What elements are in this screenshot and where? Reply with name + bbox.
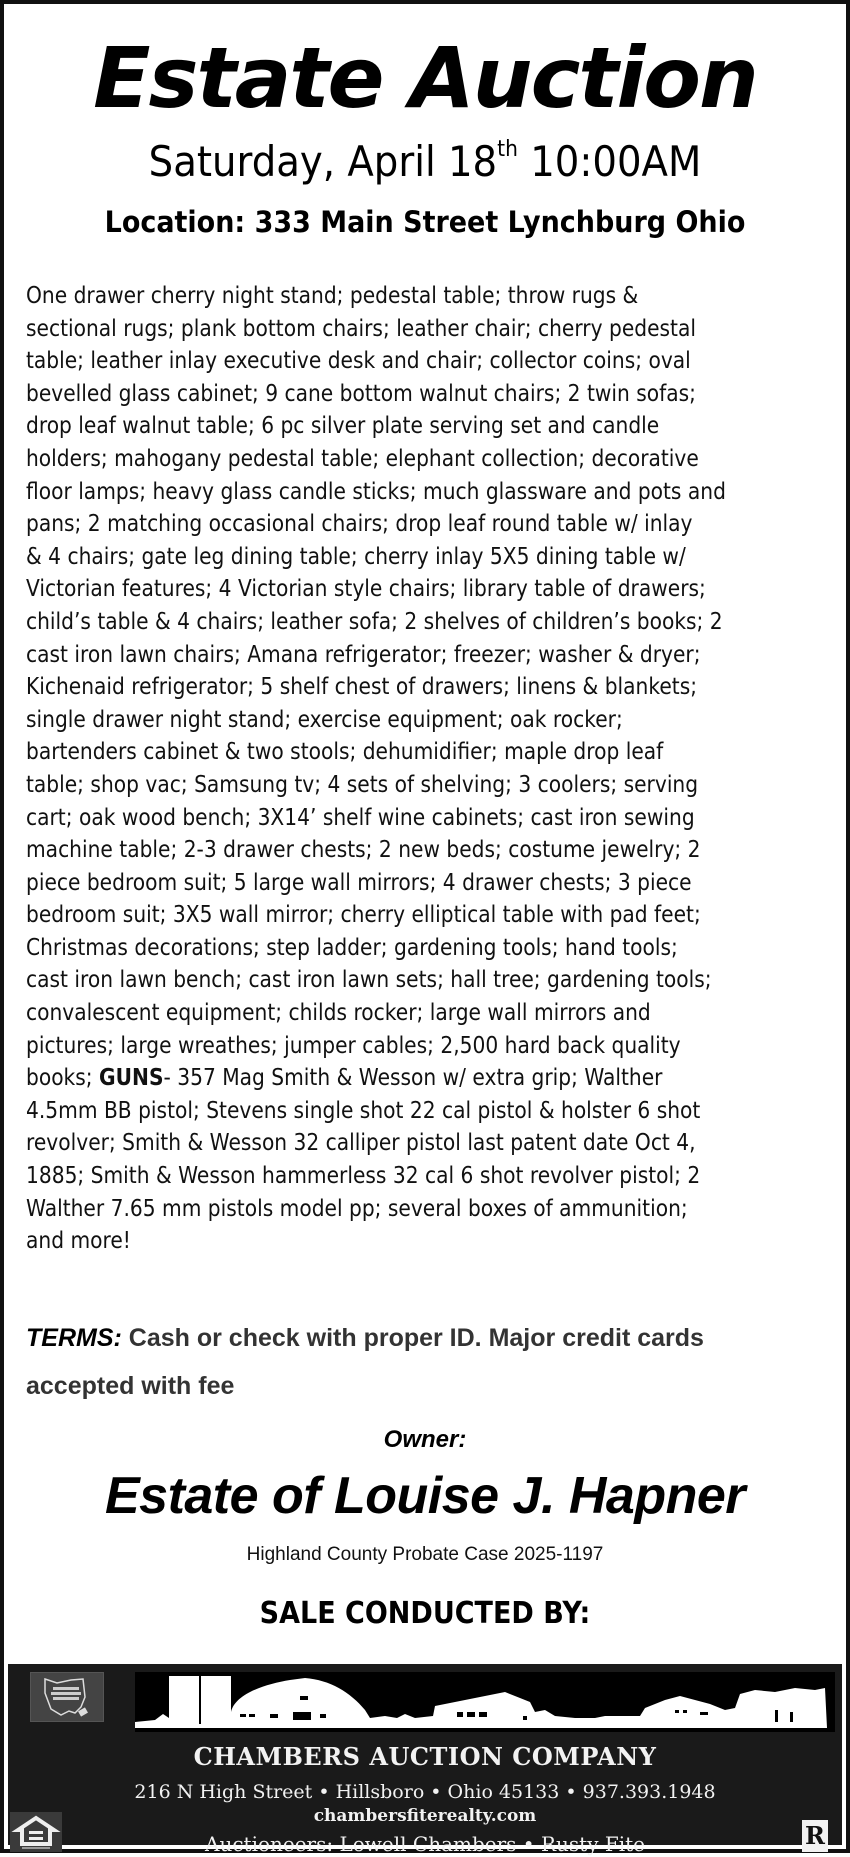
terms-text: Cash or check with proper ID. Major credit cards <box>121 1324 704 1352</box>
guns-rest: - 357 Mag Smith & Wesson w/ extra grip; Walther <box>163 1063 663 1092</box>
item-line: holders; mahogany pedestal table; elephant collection; decorative <box>26 443 699 472</box>
item-line: revolver; Smith & Wesson 32 calliper pistol last patent date Oct 4, <box>26 1128 696 1157</box>
item-line: pans; 2 matching occasional chairs; drop leaf round table w/ inlay <box>26 509 693 538</box>
item-line: piece bedroom suit; 5 large wall mirrors; 4 drawer chests; 3 piece <box>26 867 692 896</box>
guns-prefix: books; <box>26 1063 100 1092</box>
auction-location: Location: 333 Main Street Lynchburg Ohio <box>104 205 746 239</box>
ohio-auctioneers-association-icon <box>30 1672 104 1722</box>
item-line: Walther 7.65 mm pistols model pp; several boxes of ammunition; <box>26 1193 688 1222</box>
item-line: Kichenaid refrigerator; 5 shelf chest of drawers; linens & blankets; <box>26 672 698 701</box>
company-website-link[interactable]: chambersfiterealty.com <box>313 1806 537 1826</box>
item-line: sectional rugs; plank bottom chairs; leather chair; cherry pedestal <box>26 313 696 342</box>
item-line: table; leather inlay executive desk and chair; collector coins; oval <box>26 346 691 375</box>
auction-date-time <box>38 134 813 190</box>
item-line: machine table; 2-3 drawer chests; 2 new beds; costume jewelry; 2 <box>26 835 701 864</box>
company-address: 216 N High Street • Hillsboro • Ohio 45133 • 937.393.1948 <box>134 1781 716 1803</box>
terms <box>26 1314 850 1410</box>
terms-label: TERMS: <box>26 1324 122 1352</box>
item-line: One drawer cherry night stand; pedestal table; throw rugs & <box>26 281 639 309</box>
terms-line <box>26 1314 850 1362</box>
item-line: child’s table & 4 chairs; leather sofa; 2 shelves of children’s books; 2 <box>26 606 723 635</box>
sale-conducted-by-heading: SALE CONDUCTED BY: <box>259 1596 591 1631</box>
item-line: bedroom suit; 3X5 wall mirror; cherry elliptical table with pad feet; <box>26 900 701 929</box>
auctioneers: Auctioneers: Lowell Chambers • Rusty Fite <box>205 1832 645 1856</box>
item-line: & 4 chairs; gate leg dining table; cherry inlay 5X5 dining table w/ <box>26 541 686 570</box>
item-line: and more! <box>26 1226 131 1255</box>
date-ordinal-suffix: th <box>497 137 518 162</box>
item-line: floor lamps; heavy glass candle sticks; much glassware and pots and <box>26 476 726 505</box>
auction-company-footer <box>8 1664 842 1856</box>
item-line: cast iron lawn chairs; Amana refrigerator; freezer; washer & dryer; <box>26 639 701 668</box>
item-line: 1885; Smith & Wesson hammerless 32 cal 6 shot revolver pistol; 2 <box>26 1161 701 1190</box>
item-line: bartenders cabinet & two stools; dehumidifier; maple drop leaf <box>26 737 664 766</box>
equal-housing-opportunity-icon <box>10 1812 62 1852</box>
owner-name: Estate of Louise J. Hapner <box>104 1467 746 1525</box>
owner-label: Owner: <box>383 1426 467 1453</box>
auction-time: 10:00AM <box>517 137 702 186</box>
item-line: single drawer night stand; exercise equipment; oak rocker; <box>26 704 623 733</box>
auction-date: Saturday, April 18 <box>148 137 498 186</box>
item-line: Victorian features; 4 Victorian style chairs; library table of drawers; <box>26 574 706 603</box>
ad-title: Estate Auction <box>93 29 757 127</box>
realtor-icon: R <box>802 1820 828 1852</box>
item-line: table; shop vac; Samsung tv; 4 sets of shelving; 3 coolers; serving <box>26 769 699 798</box>
item-line: convalescent equipment; childs rocker; large wall mirrors and <box>26 998 651 1027</box>
item-line: cart; oak wood bench; 3X14’ shelf wine cabinets; cast iron sewing <box>26 802 695 831</box>
probate-case: Highland County Probate Case 2025-1197 <box>246 1544 604 1565</box>
item-line: Christmas decorations; step ladder; gardening tools; hand tools; <box>26 932 678 961</box>
company-name: CHAMBERS AUCTION COMPANY <box>193 1742 657 1771</box>
item-list <box>26 279 731 1257</box>
item-line-guns <box>26 1061 731 1094</box>
item-line: bevelled glass cabinet; 9 cane bottom walnut chairs; 2 twin sofas; <box>26 378 696 407</box>
item-line: pictures; large wreathes; jumper cables; 2,500 hard back quality <box>26 1030 681 1059</box>
item-line: 4.5mm BB pistol; Stevens single shot 22 cal pistol & holster 6 shot <box>26 1095 701 1124</box>
farm-skyline-icon <box>135 1672 835 1732</box>
item-line: drop leaf walnut table; 6 pc silver plate serving set and candle <box>26 411 660 440</box>
guns-label: GUNS <box>99 1063 164 1092</box>
terms-line: accepted with fee <box>26 1372 235 1400</box>
item-line: cast iron lawn bench; cast iron lawn sets; hall tree; gardening tools; <box>26 965 712 994</box>
